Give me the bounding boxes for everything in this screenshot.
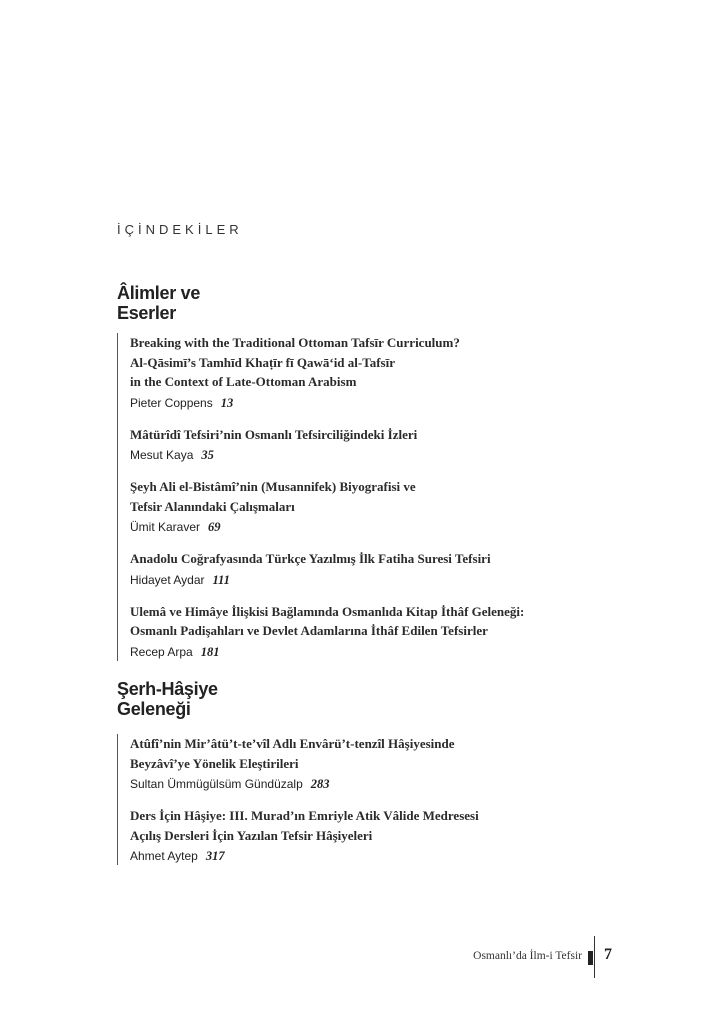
section-title — [117, 283, 200, 323]
entry-author: Ahmet Aytep — [130, 849, 198, 863]
entry-page-number: 13 — [220, 395, 234, 410]
entry-meta — [130, 848, 600, 865]
entry-meta — [130, 776, 600, 793]
entry-title-line: Ulemâ ve Himâye İlişkisi Bağlamında Osmanlıda Kitap İthâf Geleneği: — [130, 603, 525, 619]
entry-author: Hidayet Aydar — [130, 572, 205, 587]
toc-entry[interactable] — [130, 549, 600, 589]
entry-title-line: Mâtürîdî Tefsiri’nin Osmanlı Tefsirciliğindeki İzleri — [130, 426, 418, 442]
entry-title — [130, 549, 600, 569]
entry-page-number: 69 — [208, 520, 221, 534]
entry-title — [130, 425, 600, 445]
page-footer — [400, 936, 620, 978]
entry-page-number: 35 — [201, 448, 214, 462]
entry-author: Ümit Karaver — [130, 520, 201, 534]
entry-title-line: Atûfî’nin Mir’âtü’t-te’vîl Adlı Envârü’t-tenzîl Hâşiyesinde — [130, 736, 455, 751]
section-title-line: Âlimler ve — [117, 283, 201, 303]
entry-title-line: Breaking with the Traditional Ottoman Tafsīr Curriculum? — [130, 335, 460, 350]
entry-meta — [130, 519, 600, 536]
toc-entry[interactable] — [130, 734, 600, 793]
entry-author: Sultan Ümmügülsüm Gündüzalp — [130, 777, 303, 791]
entry-title — [130, 477, 600, 516]
toc-entry[interactable] — [130, 425, 600, 465]
entry-page-number: 181 — [200, 644, 220, 659]
entry-page-number: 111 — [212, 572, 230, 587]
entry-title-line: in the Context of Late-Ottoman Arabism — [130, 374, 357, 389]
entry-page-number: 317 — [205, 849, 225, 863]
entry-group — [117, 333, 600, 661]
footer-marker — [588, 951, 593, 965]
entry-title-line: Tefsir Alanındaki Çalışmaları — [130, 498, 295, 514]
entry-title — [130, 333, 600, 392]
footer-book-title: Osmanlı’da İlm-i Tefsir — [473, 950, 582, 962]
entry-title-line: Şeyh Ali el-Bistâmî’nin (Musannifek) Biyografisi ve — [130, 479, 416, 494]
toc-entry[interactable] — [130, 477, 600, 536]
entry-title-line: Anadolu Coğrafyasında Türkçe Yazılmış İlk Fatiha Suresi Tefsiri — [130, 551, 491, 566]
entry-title — [130, 806, 600, 845]
entry-title-line: Al-Qāsimī’s Tamhīd Khaṭīr fī Qawā‘id al-Tafsīr — [130, 354, 395, 370]
entry-title — [130, 602, 600, 641]
entry-author: Pieter Coppens — [130, 395, 213, 410]
entry-title-line: Açılış Dersleri İçin Yazılan Tefsir Hâşiyeleri — [130, 827, 373, 843]
entry-author: Mesut Kaya — [130, 448, 194, 462]
entry-meta — [130, 395, 600, 412]
section-title — [117, 679, 218, 719]
toc-entry[interactable] — [130, 806, 600, 865]
entry-page-number: 283 — [310, 777, 330, 791]
entry-meta — [130, 572, 600, 589]
entry-title-line: Ders İçin Hâşiye: III. Murad’ın Emriyle Atik Vâlide Medresesi — [130, 808, 479, 823]
entry-meta — [130, 644, 600, 661]
entry-author: Recep Arpa — [130, 644, 193, 659]
entry-group — [117, 734, 600, 865]
entry-title-line: Beyzâvî’ye Yönelik Eleştirileri — [130, 755, 299, 771]
entry-title — [130, 734, 600, 773]
section-title-line: Geleneği — [117, 699, 191, 719]
section-title-line: Şerh-Hâşiye — [117, 679, 218, 699]
entry-meta — [130, 447, 600, 464]
section-title-line: Eserler — [117, 303, 176, 323]
entry-title-line: Osmanlı Padişahları ve Devlet Adamlarına İthâf Edilen Tefsirler — [130, 623, 488, 638]
toc-entry[interactable] — [130, 602, 600, 661]
footer-divider — [594, 936, 595, 978]
footer-page-number: 7 — [604, 946, 612, 963]
toc-entry[interactable] — [130, 333, 600, 412]
toc-heading: İÇİNDEKİLER — [117, 222, 243, 237]
